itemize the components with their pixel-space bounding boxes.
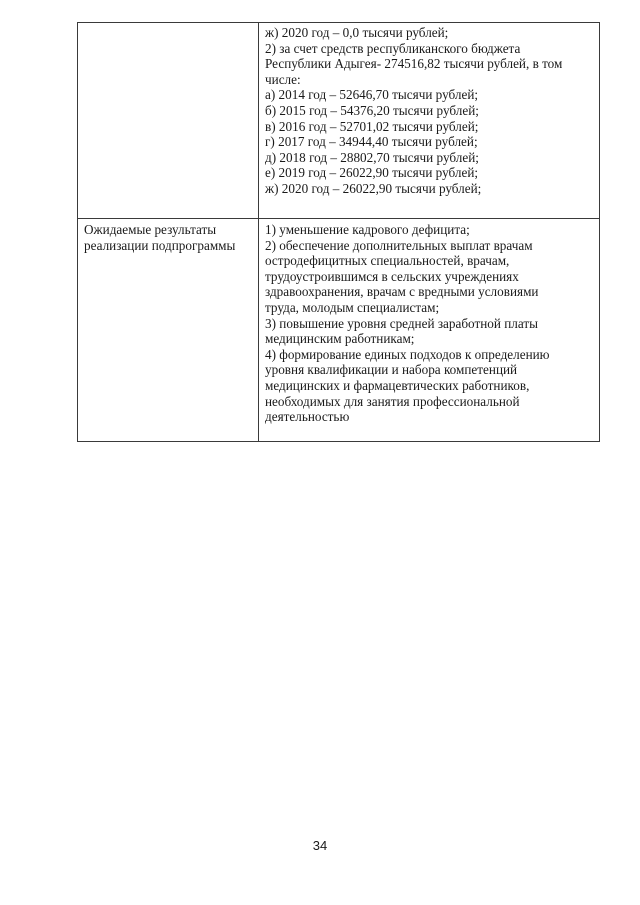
funding-label-cell [78,23,259,219]
results-row [78,219,600,442]
results-line: остродефицитных специальностей, врачам, [265,253,510,269]
funding-row [78,23,600,219]
page-number: 34 [312,838,328,853]
results-line: труда, молодым специалистам; [265,299,440,315]
results-line: здравоохранения, врачам с вредными условиями [265,284,539,300]
results-line: 2) обеспечение дополнительных выплат врачам [265,237,533,253]
results-content-cell [259,219,600,442]
results-line: медицинских и фармацевтических работников, [265,377,530,393]
results-line: уровня квалификации и набора компетенций [265,362,518,378]
funding-line: 2) за счет средств республиканского бюджета [265,40,521,56]
funding-line: г) 2017 год – 34944,40 тысячи рублей; [265,134,478,150]
funding-line: числе: [265,71,301,87]
results-label-line: реализации подпрограммы [84,237,236,253]
funding-line: а) 2014 год – 52646,70 тысячи рублей; [265,87,479,103]
results-label-cell [78,219,259,442]
funding-content-cell [259,23,600,219]
results-label-line: Ожидаемые результаты [84,222,217,237]
results-line: необходимых для занятия профессиональной [265,393,520,409]
results-line: 4) формирование единых подходов к определению [265,346,550,362]
results-line: 1) уменьшение кадрового дефицита; [265,222,470,237]
funding-line: е) 2019 год – 26022,90 тысячи рублей; [265,165,479,181]
funding-line: Республики Адыгея- 274516,82 тысячи рублей, в том [265,56,563,72]
funding-line: ж) 2020 год – 0,0 тысячи рублей; [265,25,449,40]
funding-line: б) 2015 год – 54376,20 тысячи рублей; [265,102,479,118]
funding-line: д) 2018 год – 28802,70 тысячи рублей; [265,149,479,165]
program-passport-table [77,22,600,442]
results-line: медицинским работникам; [265,331,415,347]
results-line: 3) повышение уровня средней заработной платы [265,315,539,331]
results-line: деятельностью [265,409,350,425]
funding-line: ж) 2020 год – 26022,90 тысячи рублей; [265,180,482,196]
funding-line: в) 2016 год – 52701,02 тысячи рублей; [265,118,479,134]
results-line: трудоустроившимся в сельских учреждениях [265,268,519,284]
